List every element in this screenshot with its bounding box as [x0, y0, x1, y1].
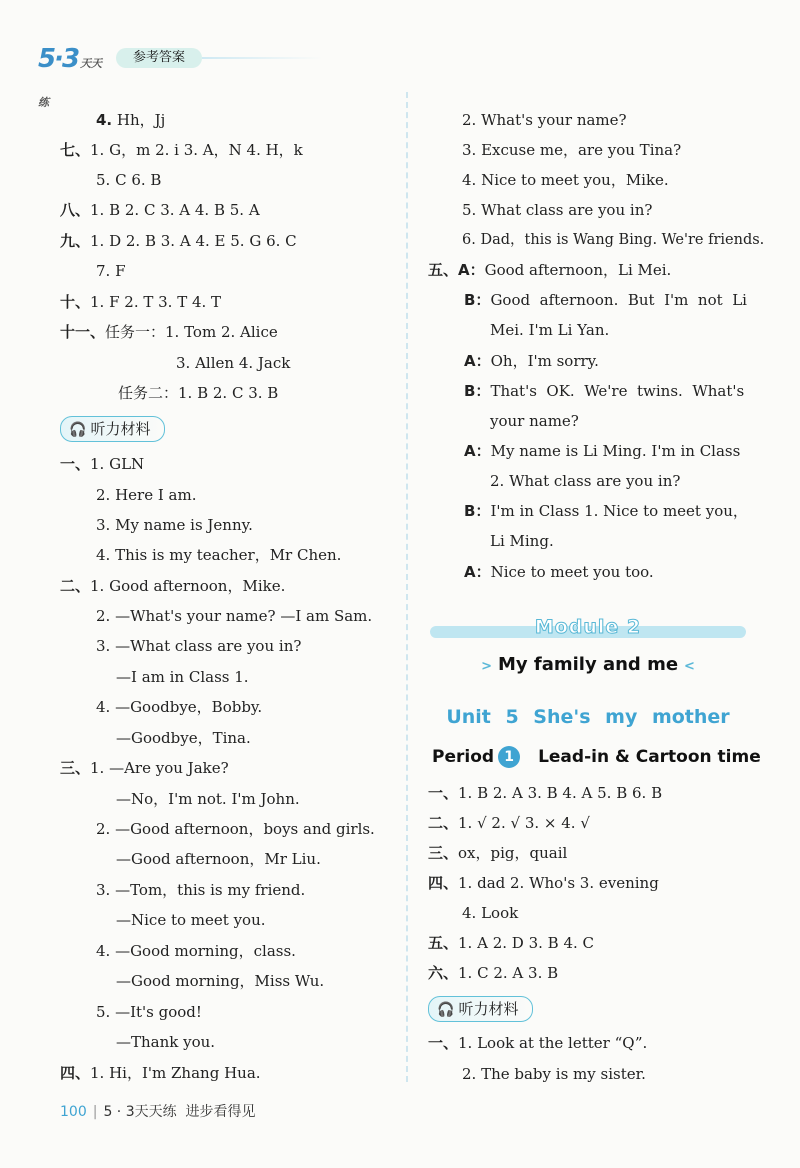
headphones-icon: 🎧 — [69, 422, 87, 438]
transcript-line: 2. The baby is my sister. — [462, 1065, 646, 1083]
answer-line: 5. C 6. B — [96, 171, 162, 189]
footer-separator: | — [92, 1104, 98, 1120]
transcript-line: 2. What's your name? — [462, 111, 627, 129]
transcript-line: —Thank you. — [116, 1033, 216, 1051]
transcript-line: —Nice to meet you. — [116, 911, 266, 929]
transcript-line: —Good afternoon，Mr Liu. — [116, 850, 321, 868]
brand-logo — [38, 42, 106, 109]
answer-line: 二、1. √ 2. √ 3. × 4. √ — [428, 814, 590, 832]
transcript-line: 5. —It's good! — [96, 1003, 202, 1021]
answer-line: 六、1. C 2. A 3. B — [428, 964, 559, 982]
answer-line: 八、1. B 2. C 3. A 4. B 5. A — [60, 201, 260, 219]
answer-line: 一、1. B 2. A 3. B 4. A 5. B 6. B — [428, 784, 663, 802]
arrow-right-icon: > — [481, 659, 492, 674]
transcript-line: 2. Here I am. — [96, 486, 197, 504]
transcript-line: 6. Dad，this is Wang Bing. We're friends. — [462, 232, 765, 248]
transcript-line: 3. Excuse me，are you Tina? — [462, 141, 682, 159]
footer-slogan: 进步看得见 — [185, 1104, 256, 1120]
module-subtitle: > My family and me < — [481, 654, 695, 675]
period-heading: Period 1 Lead-in & Cartoon time — [432, 747, 761, 767]
transcript-line: 二、1. Good afternoon，Mike. — [60, 577, 286, 595]
answer-line: 7. F — [96, 262, 126, 280]
answer-key-tag: 参考答案 — [116, 48, 202, 68]
answer-line: 三、ox，pig，quail — [428, 844, 568, 862]
answer-line: 十、1. F 2. T 3. T 4. T — [60, 293, 222, 311]
answer-line: 九、1. D 2. B 3. A 4. E 5. G 6. C — [60, 232, 297, 250]
dialogue-line: B：Good afternoon. But I'm not Li — [464, 291, 747, 309]
dialogue-line: A：Oh，I'm sorry. — [464, 352, 599, 370]
dialogue-line: 2. What class are you in? — [490, 472, 681, 490]
transcript-line: 2. —Good afternoon，boys and girls. — [96, 820, 375, 838]
dialogue-line: 五、A：Good afternoon，Li Mei. — [428, 261, 672, 279]
column-divider — [406, 92, 408, 1082]
transcript-line: —No，I'm not. I'm John. — [116, 790, 300, 808]
answer-line: 3. Allen 4. Jack — [176, 354, 291, 372]
transcript-line: —Goodbye，Tina. — [116, 729, 251, 747]
dialogue-line: B：That's OK. We're twins. What's — [464, 382, 745, 400]
arrow-left-icon: < — [684, 659, 695, 674]
transcript-line: 2. —What's your name? —I am Sam. — [96, 607, 373, 625]
transcript-line: —I am in Class 1. — [116, 668, 249, 686]
transcript-line: 4. This is my teacher，Mr Chen. — [96, 546, 342, 564]
transcript-line: 四、1. Hi，I'm Zhang Hua. — [60, 1064, 261, 1082]
answer-line: 七、1. G，m 2. i 3. A，N 4. H，k — [60, 141, 303, 159]
transcript-line: 一、1. Look at the letter “Q”. — [428, 1034, 648, 1052]
page-number: 100 — [60, 1104, 87, 1120]
transcript-line: 3. —What class are you in? — [96, 637, 302, 655]
transcript-line: 4. —Good morning，class. — [96, 942, 296, 960]
dialogue-line: Mei. I'm Li Yan. — [490, 321, 610, 339]
transcript-line: —Good morning，Miss Wu. — [116, 972, 325, 990]
logo-subtext: 天天练 — [38, 57, 103, 109]
dialogue-line: A：Nice to meet you too. — [464, 563, 654, 581]
module-title: Module 2 — [534, 616, 642, 638]
answer-line: 4. Hh，Jj — [96, 111, 166, 129]
answer-line: 十一、任务一：1. Tom 2. Alice — [60, 323, 278, 341]
logo-text: 5·3 — [38, 44, 79, 74]
dialogue-line: B：I'm in Class 1. Nice to meet you， — [464, 502, 748, 520]
headphones-icon: 🎧 — [437, 1002, 455, 1018]
answer-line: 四、1. dad 2. Who's 3. evening — [428, 874, 659, 892]
transcript-line: 4. —Goodbye，Bobby. — [96, 698, 263, 716]
listening-material-pill: 🎧 听力材料 — [428, 996, 533, 1022]
listening-material-pill: 🎧 听力材料 — [60, 416, 165, 442]
transcript-line: 一、1. GLN — [60, 455, 145, 473]
book-name: 5 · 3天天练 — [103, 1104, 177, 1120]
dialogue-line: A：My name is Li Ming. I'm in Class — [464, 442, 741, 460]
transcript-line: 3. My name is Jenny. — [96, 516, 253, 534]
page-footer — [60, 1101, 256, 1121]
transcript-line: 5. What class are you in? — [462, 201, 653, 219]
unit-title: Unit 5 She's my mother — [446, 706, 730, 728]
answer-line: 五、1. A 2. D 3. B 4. C — [428, 934, 594, 952]
dialogue-line: your name? — [490, 412, 579, 430]
answer-line: 4. Look — [462, 904, 519, 922]
transcript-line: 三、1. —Are you Jake? — [60, 759, 229, 777]
transcript-line: 4. Nice to meet you，Mike. — [462, 171, 669, 189]
dialogue-line: Li Ming. — [490, 532, 554, 550]
answer-line: 任务二：1. B 2. C 3. B — [118, 384, 279, 402]
transcript-line: 3. —Tom，this is my friend. — [96, 881, 306, 899]
period-number-badge: 1 — [498, 746, 520, 768]
